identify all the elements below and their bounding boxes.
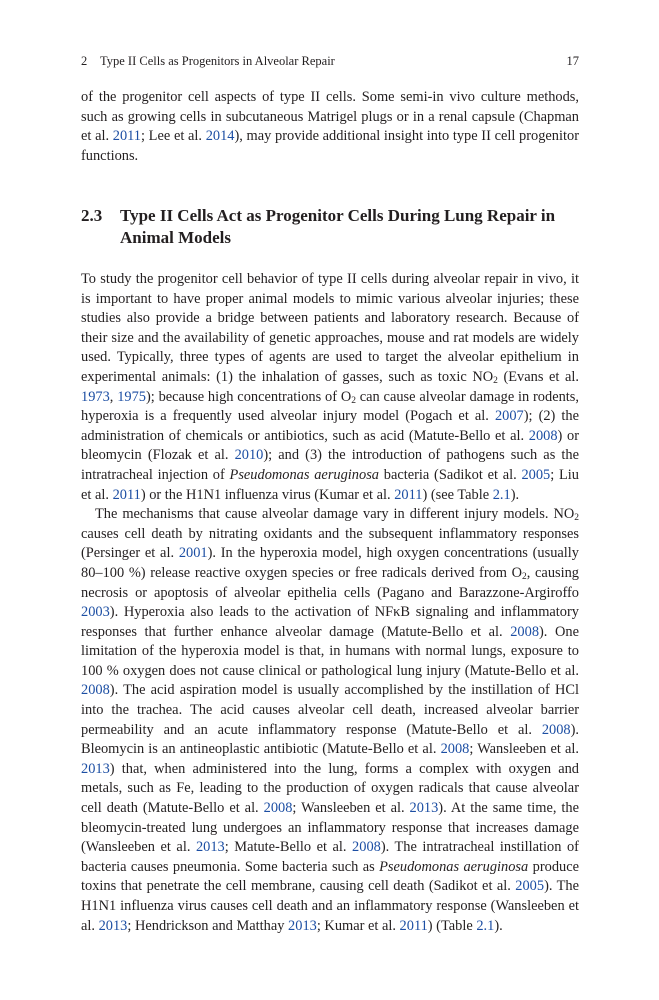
text-run: ; Lee et al. (141, 128, 206, 145)
citation-link[interactable]: 2013 (195, 839, 225, 856)
text-run: of the progenitor cell aspects of type II cells. Some semi-in vivo culture methods, such as growing cells in subcutaneous Matrigel plugs or in a renal capsule (Chapman et al. (81, 89, 579, 145)
text-run: can cause alveolar damage in rodents, hyperoxia is a frequently used alveolar injury model (Pogach et al. (81, 388, 579, 425)
text-run: ); (2) the administration of chemicals or antibiotics, such as acid (Matute-Bello et al. (81, 408, 579, 444)
chapter-title: Type II Cells as Progenitors in Alveolar Repair (100, 54, 335, 68)
citation-link[interactable]: 2013 (98, 917, 128, 934)
citation-link[interactable]: 2013 (81, 760, 110, 777)
citation-link[interactable]: 1973 (81, 388, 110, 405)
citation-link[interactable]: 2008 (528, 427, 558, 444)
citation-link[interactable]: 2014 (205, 128, 235, 145)
subscript: 2 (351, 395, 356, 406)
intro-paragraph-block (81, 88, 579, 166)
citation-link[interactable]: 2008 (510, 623, 540, 640)
text-run: The mechanisms that cause alveolar damage vary in different injury models. NO (95, 506, 575, 523)
text-run: ); because high concentrations of O (145, 388, 352, 405)
paragraph-2 (81, 505, 579, 936)
species-name: Pseudomonas aeruginosa (229, 466, 379, 483)
citation-link[interactable]: 2003 (81, 604, 110, 621)
chapter-number: 2 (81, 54, 88, 68)
citation-link[interactable]: 2011 (112, 486, 141, 503)
text-run: ). One limitation of the hyperoxia model is that, in humans with normal lungs, exposure to 100 % oxygen does not cause clinical or pathological lung injury (Matute-Bello et al. (81, 623, 579, 679)
text-run: (Evans et al. (497, 368, 579, 385)
citation-link[interactable]: 2008 (352, 839, 381, 856)
text-run: ; Liu et al. (81, 466, 579, 503)
page-number: 17 (566, 54, 579, 68)
citation-link[interactable]: 1975 (117, 388, 146, 405)
text-run: ). (494, 917, 503, 934)
text-run: ; Kumar et al. (316, 917, 400, 934)
text-run: ) (Table (427, 917, 477, 934)
text-run: ). Hyperoxia also leads to the activation of NFκB signaling and inflammatory responses that further enhance alveolar damage (Matute-Bello et al. (81, 604, 579, 640)
intro-paragraph (81, 88, 579, 166)
text-run: ). Bleomycin is an antineoplastic antibiotic (Matute-Bello et al. (81, 721, 579, 758)
species-name: Pseudomonas aeruginosa (379, 858, 529, 875)
citation-link[interactable]: 2008 (440, 741, 470, 758)
text-run: ) or bleomycin (Flozak et al. (81, 427, 579, 464)
section-title: Type II Cells Act as Progenitor Cells During Lung Repair in Animal Models (120, 206, 556, 247)
running-head (81, 53, 579, 69)
citation-link[interactable]: 2001 (178, 545, 208, 562)
table-reference-link[interactable]: 2.1 (492, 486, 511, 503)
citation-link[interactable]: 2013 (409, 800, 439, 817)
running-head-left (81, 53, 335, 69)
text-run: ). The acid aspiration model is usually accomplished by the instillation of HCl into the trachea. The acid causes alveolar cell death, increased alveolar barrier permeability and an acute inflammatory response (Matute-Bello et al. (81, 682, 579, 738)
text-run: ) that, when administered into the lung, forms a complex with oxygen and metals, such as Fe, leading to the production of oxygen radicals that cause alveolar cell death (Matute-Bello et al. (81, 760, 579, 817)
text-run: ; Wansleeben et al. (292, 800, 410, 817)
text-run: produce toxins that penetrate the cell membrane, causing cell death (Sadikot et al. (81, 858, 579, 895)
text-run: ). At the same time, the bleomycin-treated lung undergoes an inflammatory response that increases damage (Wansleeben et al. (81, 800, 579, 856)
citation-link[interactable]: 2011 (112, 128, 141, 145)
text-run: ; Hendrickson and Matthay (127, 917, 289, 934)
citation-link[interactable]: 2011 (399, 917, 428, 934)
text-run: causes cell death by nitrating oxidants and the subsequent inflammatory responses (Persinger et al. (81, 525, 579, 562)
citation-link[interactable]: 2010 (234, 447, 264, 464)
table-reference-link[interactable]: 2.1 (476, 917, 495, 934)
subscript: 2 (574, 513, 579, 524)
citation-link[interactable]: 2008 (81, 682, 110, 699)
text-run: , (109, 388, 118, 405)
text-run: ); and (3) the introduction of pathogens such as the intratracheal injection of (81, 447, 579, 483)
text-run: ) (see Table (422, 486, 493, 503)
citation-link[interactable]: 2013 (288, 917, 317, 934)
text-run: , causing necrosis or apoptosis of alveolar epithelia cells (Pagano and Barazzone-Argiroffo (81, 564, 579, 601)
text-run: ). The intratracheal instillation of bacteria causes pneumonia. Some bacteria such as (81, 839, 579, 875)
text-run: bacteria (Sadikot et al. (379, 466, 522, 483)
text-run: ) or the H1N1 influenza virus (Kumar et al. (140, 486, 395, 503)
text-run: ). In the hyperoxia model, high oxygen concentrations (usually 80–100 %) release reactive oxygen species or free radicals derived from O (81, 545, 579, 581)
text-run: ). (510, 486, 520, 503)
body-text (81, 270, 579, 936)
text-run: ). The H1N1 influenza virus causes cell death and an inflammatory response (Wansleeben et al. (81, 878, 579, 934)
text-run: ; Wansleeben et al. (469, 741, 580, 758)
citation-link[interactable]: 2008 (263, 800, 293, 817)
subscript: 2 (493, 375, 498, 386)
citation-link[interactable]: 2005 (521, 466, 551, 483)
citation-link[interactable]: 2011 (394, 486, 423, 503)
section-number: 2.3 (81, 206, 103, 225)
text-run: To study the progenitor cell behavior of type II cells during alveolar repair in vivo, it is important to have proper animal models to mimic various alveolar injuries; these studies also provide a bridge between patients and laboratory research. Because of their size and the availability of genetic approaches, mouse and rat models are widely used. Typically, three types of agents are used to target the alveolar epithelium in experimental animals: (1) the inhalation of gasses, such as toxic NO (81, 271, 579, 385)
subscript: 2 (522, 571, 527, 582)
citation-link[interactable]: 2007 (494, 408, 524, 425)
citation-link[interactable]: 2008 (541, 721, 571, 738)
paragraph-1 (81, 270, 579, 505)
text-run: ; Matute-Bello et al. (224, 839, 353, 856)
text-run: ), may provide additional insight into type II cell progenitor functions. (81, 128, 579, 164)
citation-link[interactable]: 2005 (515, 878, 545, 895)
